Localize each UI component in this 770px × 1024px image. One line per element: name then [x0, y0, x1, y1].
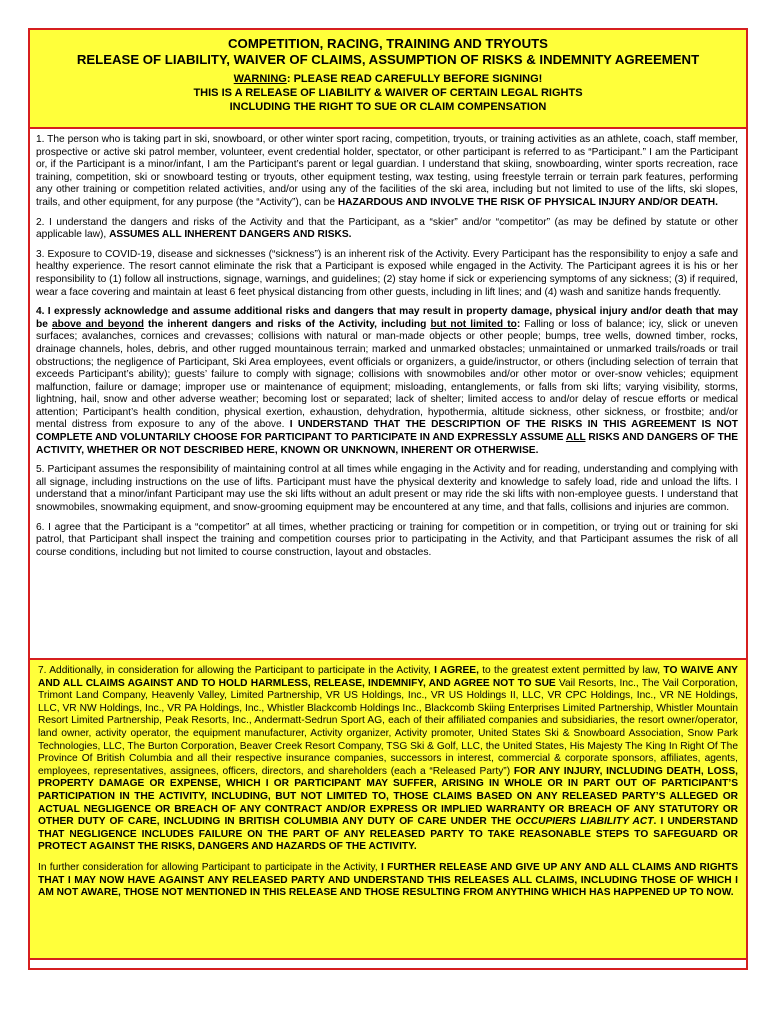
p4-underline-1: above and beyond	[51, 318, 144, 330]
paragraph-1	[36, 134, 738, 210]
p4-text: Falling or loss of balance; icy, slick or uneven surfaces; avalanches, cornices and crevasses; collisions with natural or man-made objects or other people; bumps, tree wells, downed timber, rocks, drainage channels, holes, debris, and other rugged mountainous terrain; marked and unmarked obstacles; unmaintained or unmarked trails/roads or trail obstructions; the negligence of Participant, Ski Area employees, event officials or organizers, a guide/instructor, or others (including selection of terrain that exceeds Participant’s ability); guests’ failure to comply with signage; collisions with snowmobiles and/or other motor or over-snow vehicles; equipment malfunction, failure or damage; improper use or maintenance of equipment; misloading, entanglements, or falls from ski lifts; varying visibility, storms, lightning, hail, snow and other adverse weather; becoming lost or separated; lack of shelter; limited access to and/or delay of rescue efforts or medical attention; Participant’s health condition, physical exertion, exhaustion, dehydration, hypothermia, altitude sickness, other sickness, or frostbite; and/or mental distress from exposure to any of the above.	[36, 318, 738, 431]
release-section	[28, 658, 748, 960]
p2-text: 2. I understand the dangers and risks of the Activity and that the Participant, as a “skier” and/or “competitor” (as may be defined by statute or other applicable law),	[36, 216, 738, 241]
p7-further-text: In further consideration for allowing Participant to participate in the Activity,	[38, 861, 381, 873]
p7-bold-italic: OCCUPIERS LIABILITY ACT	[515, 816, 654, 828]
paragraph-5: 5. Participant assumes the responsibility of maintaining control at all times while engaging in the Activity and for reading, understanding and complying with all signage, including instructions on the use of lifts. Participant must have the physical dexterity and knowledge to safely load, ride and unload the lifts. I understand that a minor/infant Participant may use the ski lifts without an adult present or may ride the ski lifts with non-employee guests. I understand that snowmobiles, snowmaking equipment, and snow-grooming equipment may be encountered at any time, and that falls, collisions and injuries are common.	[36, 464, 738, 514]
document-body	[36, 134, 738, 566]
p4-underline-2: but not limited to	[430, 318, 517, 330]
warning-line-2: THIS IS A RELEASE OF LIABILITY & WAIVER OF CERTAIN LEGAL RIGHTS	[193, 87, 583, 99]
warning-line-3: INCLUDING THE RIGHT TO SUE OR CLAIM COMPENSATION	[229, 101, 547, 113]
p7-text-b: to the greatest extent permitted by law,	[478, 665, 664, 676]
warning-label: WARNING	[233, 73, 287, 85]
p7-bold-a: I AGREE,	[434, 665, 479, 676]
p7-text-a: 7. Additionally, in consideration for allowing the Participant to participate in the Activity,	[38, 665, 435, 676]
p4-bold-d: I UNDERSTAND THAT THE DESCRIPTION OF THE RISKS IN THIS AGREEMENT IS NOT COMPLETE AND VOLUNTARILY CHOOSE FOR PARTICIPANT TO PARTICIPATE IN AND EXPRESSLY ASSUME	[36, 419, 738, 444]
paragraph-7	[38, 665, 738, 854]
paragraph-4	[36, 306, 738, 457]
document-header	[28, 28, 748, 129]
paragraph-2	[36, 217, 738, 242]
p7-bold-b: TO WAIVE ANY AND ALL CLAIMS AGAINST AND TO HOLD HARMLESS, RELEASE, INDEMNIFY, AND AGREE NOT TO SUE	[38, 665, 738, 689]
p4-bold-b: the inherent dangers and risks of the Activity, including	[143, 318, 431, 330]
p1-bold: HAZARDOUS AND INVOLVE THE RISK OF PHYSICAL INJURY AND/OR DEATH.	[337, 196, 718, 208]
paragraph-3: 3. Exposure to COVID-19, disease and sicknesses (“sickness”) is an inherent risk of the Activity. Every Participant has the responsibility to enjoy a safe and healthy experience. The resort cannot eliminate the risk that a Participant is exposed while engaged in the Activity. The Participant agrees it is his or her responsibility to (1) follow all instructions, signage, warnings, and guidelines; (2) stay home if sick or experiencing symptoms of any sickness; (3) if required, wear a face covering and maintain at least 6 feet physical distancing from other guests, including in lift lines; and (4) wash and sanitize hands frequently.	[36, 248, 738, 298]
warning-line-1	[30, 72, 746, 86]
p4-underline-3: ALL	[565, 432, 586, 444]
warning-rest: : PLEASE READ CAREFULLY BEFORE SIGNING!	[286, 73, 543, 85]
p7-bold-d: . I UNDERSTAND THAT NEGLIGENCE INCLUDES FAILURE ON THE PART OF ANY RELEASED PARTY TO TAKE REASONABLE STEPS TO SAFEGUARD OR PROTECT AGAINST THE RISKS, DANGERS AND HAZARDS OF THE ACTIVITY.	[38, 816, 738, 853]
paragraph-6: 6. I agree that the Participant is a “competitor” at all times, whether practicing or training for competition or in competition, or trying out or training for ski patrol, that Participant shall inspect the training and competition courses prior to participating in the Activity, and that Participant assumes the risk of all course conditions, including but not limited to course construction, layout and obstacles.	[36, 521, 738, 558]
p4-bold-c: :	[516, 318, 521, 330]
title-line-2: RELEASE OF LIABILITY, WAIVER OF CLAIMS, ASSUMPTION OF RISKS & INDEMNITY AGREEMENT	[76, 52, 700, 67]
p7-bold-c: FOR ANY INJURY, INCLUDING DEATH, LOSS, PROPERTY DAMAGE OR EXPENSE, WHICH I OR PARTICIPANT MAY SUFFER, ARISING IN WHOLE OR IN PART OUT OF PARTICIPANT’S PARTICIPATION IN THE ACTIVITY, INCLUDING, BUT NOT LIMITED TO, THOSE CLAIMS BASED ON ANY RELEASED PARTY’S ALLEGED OR ACTUAL NEGLIGENCE OR BREACH OF ANY CONTRACT AND/OR EXPRESS OR IMPLIED WARRANTY OR BREACH OF ANY STATUTORY OR OTHER DUTY OF CARE, INCLUDING IN BRITISH COLUMBIA ANY DUTY OF CARE UNDER THE	[38, 765, 738, 828]
title-line-1: COMPETITION, RACING, TRAINING AND TRYOUTS	[228, 36, 548, 51]
paragraph-7-further	[38, 862, 738, 900]
p4-bold-a: 4. I expressly acknowledge and assume additional risks and dangers that may result in property damage, physical injury and/or death that may be	[36, 306, 738, 330]
p1-text: 1. The person who is taking part in ski, snowboard, or other winter sport racing, competition, tryouts, or training activities as an athlete, coach, staff member, prospective or active ski patrol member, volunteer, event credential holder, spectator, or other participant is referred to as “Participant.” I am the Participant or, if the Participant is a minor/infant, I am the Participant’s parent or legal guardian. I understand that skiing, snowboarding, winter sports recreation, race training, competition, ski or snowboard testing or tryouts, other equipment testing, wax testing, using freestyle terrain or terrain park features, performing any other training or competition related activities, and/or using any of the facilities of the ski area, including but not limited to use of the lifts, ski slopes, trails, and other equipment, for any purpose (the “Activity”), can be	[36, 134, 738, 208]
p4-bold-e: RISKS AND DANGERS OF THE ACTIVITY, WHETHER OR NOT DESCRIBED HERE, KNOWN OR UNKNOWN, INHERENT OR OTHERWISE.	[36, 432, 738, 456]
p7-text-c: Vail Resorts, Inc., The Vail Corporation, Trimont Land Company, Heavenly Valley, Limited Partnership, VR US Holdings, Inc., VR US Holdings II, LLC, VR CPC Holdings, Inc., VR NE Holdings, LLC, VR NW Holdings, Inc., VR PA Holdings, Inc., Whistler Blackcomb Holdings Inc., Blackcomb Skiing Enterprises Limited Partnership, Whistler Mountain Resort Limited Partnership, Peak Resorts, Inc., Andermatt-Sedrun Sport AG, each of their affiliated companies and subsidiaries, the resort owner/operator, land owner, activity operator, the equipment manufacturer, Activity organizer, Activity promoter, United States Ski & Snowboard Association, Snow Park Technologies, LLC, The Burton Corporation, Beaver Creek Resort Company, TSG Ski & Golf, LLC, the United States, His Majesty The King In Right Of The Province Of British Columbia and all their respective insurance companies, successors in interest, commercial & corporate sponsors, affiliates, agents, employees, representatives, assignees, officers, directors, and shareholders (each a “Released Party”)	[38, 677, 738, 777]
p2-bold: ASSUMES ALL INHERENT DANGERS AND RISKS.	[109, 229, 352, 241]
p7-further-bold: I FURTHER RELEASE AND GIVE UP ANY AND ALL CLAIMS AND RIGHTS THAT I MAY NOW HAVE AGAINST ANY RELEASED PARTY AND UNDERSTAND THIS RELEASES ALL CLAIMS, INCLUDING THOSE OF WHICH I AM NOT AWARE, THOSE NOT MENTIONED IN THIS RELEASE AND THOSE RESULTING FROM ANYTHING WHICH HAS HAPPENED UP TO NOW.	[38, 861, 738, 899]
